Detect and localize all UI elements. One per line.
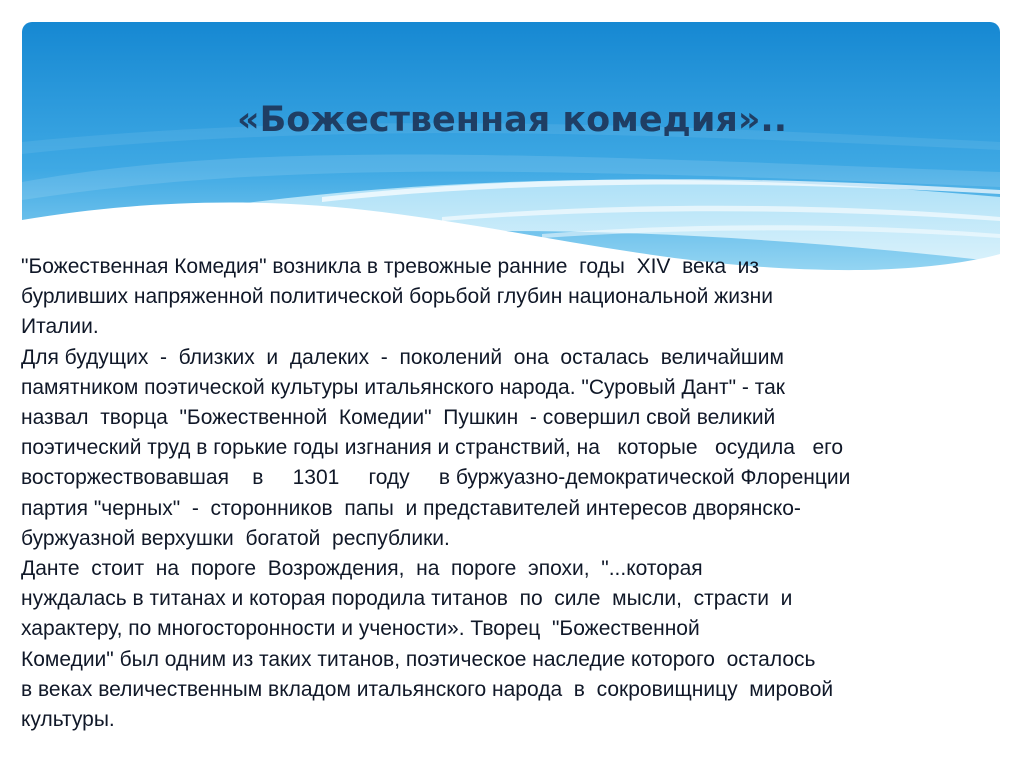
text-line: поэтический труд в горькие годы изгнания и странствий, на которые осудила его <box>21 436 843 460</box>
text-line: Для будущих - близких и далеких - поколений она осталась величайшим <box>21 345 784 369</box>
text-line: памятником поэтической культуры итальянского народа. "Суровый Дант" - так <box>21 375 785 399</box>
text-line: Комедии" был одним из таких титанов, поэтическое наследие которого осталось <box>21 647 816 671</box>
text-line: восторжествовавшая в 1301 году в буржуазно-демократической Флоренции <box>21 466 851 490</box>
text-line: буржуазной верхушки богатой республики. <box>21 526 450 550</box>
text-line: Италии. <box>21 315 99 339</box>
text-line: "Божественная Комедия" возникла в тревожные ранние годы XIV века из <box>21 255 760 278</box>
text-line: партия "черных" - сторонников папы и представителей интересов дворянско- <box>21 496 801 520</box>
text-line: в веках величественным вкладом итальянского народа в сокровищницу мировой <box>21 677 834 701</box>
text-line: характеру, по многосторонности и учености». Творец "Божественной <box>21 617 700 641</box>
text-line: культуры. <box>21 708 115 732</box>
text-line: бурливших напряженной политической борьбой глубин национальной жизни <box>21 285 773 309</box>
text-line: назвал творца "Божественной Комедии" Пушкин - совершил свой великий <box>21 406 776 430</box>
text-line: нуждалась в титанах и которая породила титанов по силе мысли, страсти и <box>21 587 793 611</box>
body-text <box>21 252 991 735</box>
slide-title: «Божественная комедия».. <box>236 100 788 140</box>
text-line: Данте стоит на пороге Возрождения, на пороге эпохи, "...которая <box>21 557 703 581</box>
